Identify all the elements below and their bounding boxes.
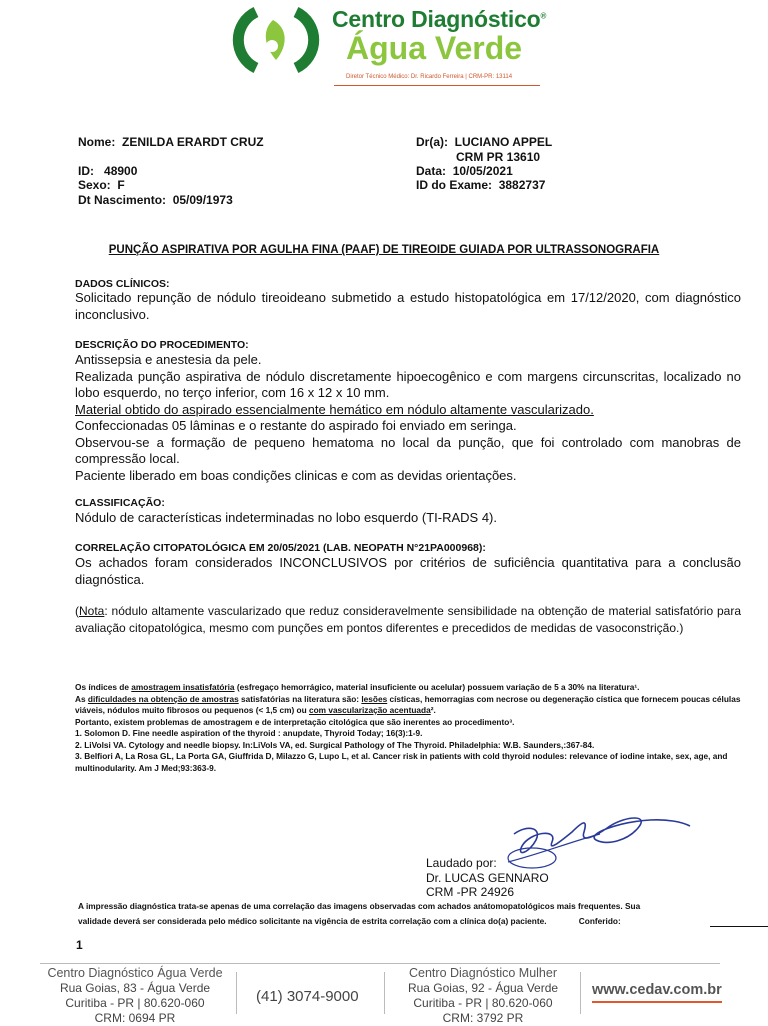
referring-doctor: Dr(a): LUCIANO APPEL	[416, 135, 553, 149]
disclaimer-line: A impressão diagnóstica trata-se apenas de uma correlação das imagens observadas com achados anátomopatológicos mais frequentes. Sua	[78, 901, 641, 911]
website-underline	[592, 1001, 722, 1003]
procedure-line: Paciente liberado em boas condições clinicas e com as devidas orientações.	[75, 467, 517, 483]
reference-item: 2. LiVolsi VA. Cytology and needle biopsy. In:LiVols VA, ed. Surgical Pathology of The Thyroid. Philadelphia: W.B. Saunders,:367-84.	[75, 739, 595, 750]
footer-left-crm: CRM: 0694 PR	[94, 1011, 176, 1025]
footer-right-city: Curitiba - PR | 80.620-060	[413, 996, 553, 1010]
procedure-line: Antissepsia e anestesia da pele.	[75, 352, 262, 367]
signature-block	[426, 856, 549, 900]
footer-website[interactable]: www.cedav.com.br	[592, 982, 722, 998]
procedure-text	[75, 352, 741, 484]
procedure-line: Realizada punção aspirativa de nódulo discretamente hipoecogênico e com margens circunscritas, localizado no lobo esquerdo, no terço inferior, com 16 x 12 x 10 mm.	[75, 368, 741, 400]
footer-right-name: Centro Diagnóstico Mulher	[409, 966, 557, 980]
footer-divider	[236, 972, 237, 1014]
footer-clinic-left	[40, 966, 230, 1026]
reference-item: 1. Solomon D. Fine needle aspiration of the thyroid : anupdate, Thyroid Today; 16(3):1-9.	[75, 728, 423, 738]
references	[75, 682, 747, 774]
logo-name: Centro Diagnóstico®	[332, 6, 547, 32]
procedure-heading: DESCRIÇÃO DO PROCEDIMENTO:	[75, 339, 249, 351]
clinical-text: Solicitado repunção de nódulo tireoideano submetido a estudo histopatológica em 17/12/2020, com diagnóstico inconclusivo.	[75, 290, 741, 322]
footer-clinic-right	[390, 966, 576, 1026]
page-number: 1	[76, 938, 83, 952]
footer-divider	[580, 972, 581, 1014]
logo-icon	[222, 6, 330, 74]
reference-line: As dificuldades na obtenção de amostras satisfatórias na literatura são: lesões císticas, hemorragias com necrose ou degeneração cística que fornecem poucas células viáveis, nódulos muito fibrosos ou pequenos (< 1,5 cm) ou com vascularização acentuada².	[75, 693, 741, 715]
reference-line: Os índices de amostragem insatisfatória (esfregaço hemorrágico, material insuficiente ou acelular) possuem variação de 5 a 30% na literatura¹.	[75, 682, 640, 692]
exam-id: ID do Exame: 3882737	[416, 178, 546, 192]
director-line: Diretor Técnico Médico: Dr. Ricardo Ferreira | CRM-PR: 13114	[346, 74, 513, 80]
reference-line: Portanto, existem problemas de amostragem e de interpretação citológica que são inerentes ao procedimento³.	[75, 716, 515, 727]
report-title: PUNÇÃO ASPIRATIVA POR AGULHA FINA (PAAF) DE TIREOIDE GUIADA POR ULTRASSONOGRAFIA	[108, 244, 660, 256]
doctor-crm: CRM PR 13610	[456, 150, 541, 164]
procedure-line: Confeccionadas 05 lâminas e o restante do aspirado foi enviado em seringa.	[75, 418, 517, 433]
procedure-line: Observou-se a formação de pequeno hematoma no local da punção, que foi controlado com manobras de compressão local.	[75, 434, 741, 466]
disclaimer	[78, 899, 758, 929]
exam-date: Data: 10/05/2021	[416, 164, 513, 178]
checked-line	[710, 926, 768, 927]
header-rule	[334, 85, 540, 86]
correlation-heading: CORRELAÇÃO CITOPATOLÓGICA EM 20/05/2021 (LAB. NEOPATH N°21PA000968):	[75, 542, 486, 554]
procedure-line: Material obtido do aspirado essencialmente hemático em nódulo altamente vascularizado.	[75, 401, 594, 417]
disclaimer-line: validade deverá ser considerada pelo médico solicitante na vigência de estrita correlação com a clínica do(a) paciente. Conferido:	[78, 916, 621, 926]
footer-right-address: Rua Goias, 92 - Água Verde	[407, 981, 559, 995]
footer-divider	[384, 972, 385, 1014]
clinical-heading: DADOS CLÍNICOS:	[75, 278, 170, 290]
signature-label: Laudado por:	[426, 856, 497, 870]
note-text: (Nota: nódulo altamente vascularizado que reduz consideravelmente sensibilidade na obtenção de material satisfatório para avaliação citopatológica, mesmo com punções em pontos diferentes e precedidos de medidas de vasoconstrição.)	[75, 604, 741, 635]
logo-subname: Água Verde	[346, 30, 523, 66]
footer-left-city: Curitiba - PR | 80.620-060	[65, 996, 205, 1010]
patient-dob: Dt Nascimento: 05/09/1973	[78, 193, 233, 207]
classification-text: Nódulo de características indeterminadas no lobo esquerdo (TI-RADS 4).	[75, 510, 497, 525]
patient-name: Nome: ZENILDA ERARDT CRUZ	[78, 135, 264, 149]
footer-left-address: Rua Goias, 83 - Água Verde	[59, 981, 211, 995]
footer-left-name: Centro Diagnóstico Água Verde	[47, 966, 223, 980]
footer-right-crm: CRM: 3792 PR	[442, 1011, 524, 1025]
patient-id: ID: 48900	[78, 164, 138, 178]
footer-phone: (41) 3074-9000	[256, 988, 359, 1005]
signature-crm: CRM -PR 24926	[426, 885, 515, 899]
reference-item: 3. Belfiori A, La Rosa GL, La Porta GA, Giuffrida D, Milazzo G, Lupo L, et al. Cancer risk in patients with cold thyroid nodules: relevance of iodine intake, sex, age, and multinodularity. Am J Med;93:363-9.	[75, 751, 728, 773]
footer-rule	[40, 963, 720, 964]
patient-sex: Sexo: F	[78, 178, 125, 192]
signature-doctor: Dr. LUCAS GENNARO	[426, 870, 549, 885]
correlation-text: Os achados foram considerados INCONCLUSIVOS por critérios de suficiência quantitativa para a conclusão diagnóstica.	[75, 555, 741, 587]
classification-heading: CLASSIFICAÇÃO:	[75, 497, 165, 509]
